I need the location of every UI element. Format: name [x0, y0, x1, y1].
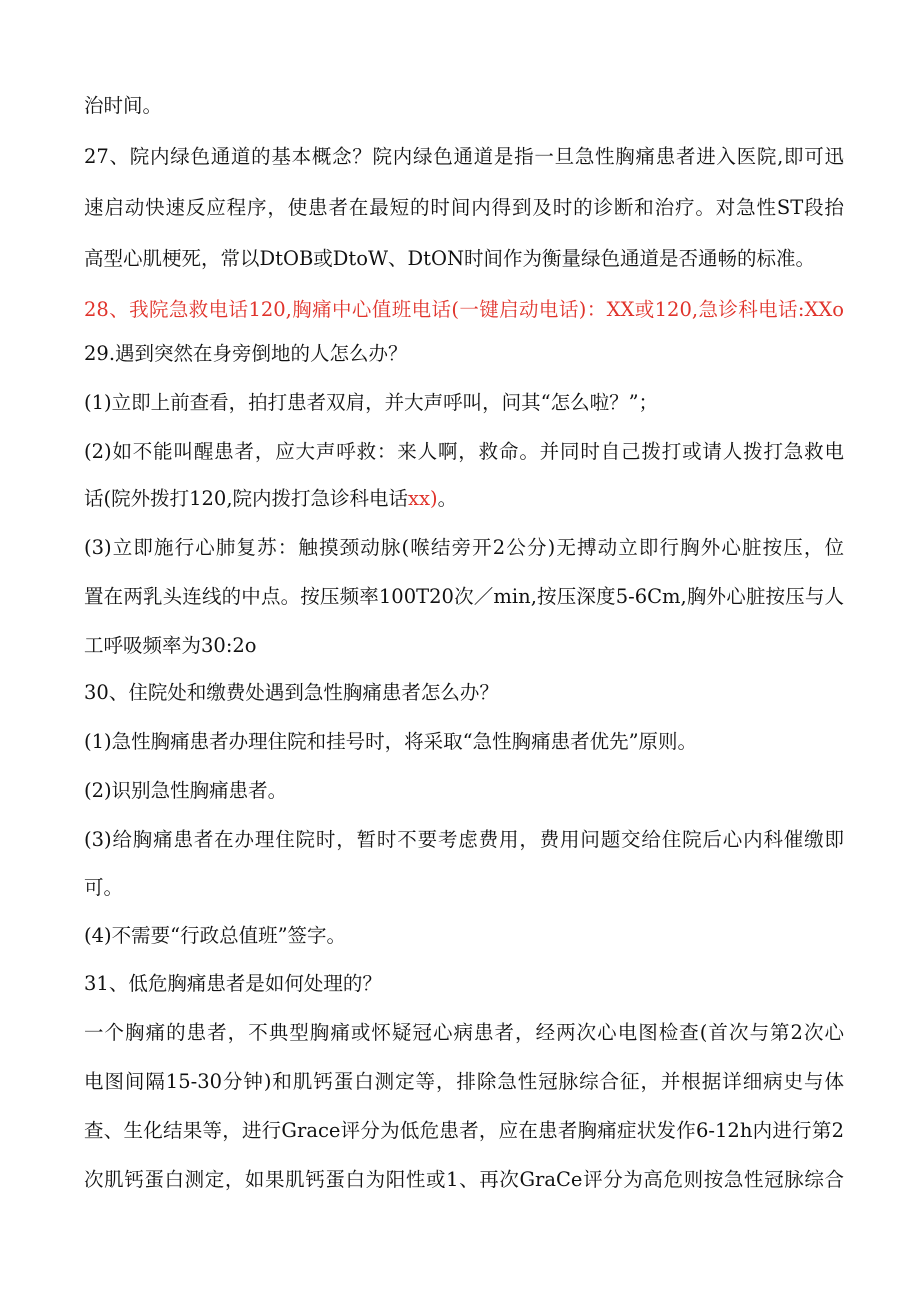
question-27-heading: 27、院内绿色通道的基本概念？院内绿色通道是指一旦急性胸痛患者进入医院,即可迅 [84, 145, 844, 168]
question-30-item-3-line-1: (3)给胸痛患者在办理住院时，暂时不要考虑费用，费用问题交给住院后心内科催缴即 [84, 828, 844, 851]
question-30-item-4: (4)不需要“行政总值班”签字。 [84, 924, 347, 947]
question-29-step-2-line-1: (2)如不能叫醒患者，应大声呼救：来人啊，救命。并同时自己拨打或请人拨打急救电 [84, 440, 844, 463]
question-27-text-line-2: 速启动快速反应程序，使患者在最短的时间内得到及时的诊断和治疗。对急性ST段抬 [84, 196, 844, 219]
question-29-step-3-line-3: 工呼吸频率为30:2o [84, 634, 257, 657]
question-30-item-3-line-2: 可。 [84, 876, 124, 899]
question-31-text-line-4: 次肌钙蛋白测定，如果肌钙蛋白为阳性或1、再次GraCe评分为高危则按急性冠脉综合 [84, 1168, 844, 1191]
step-2-call-text: 话(院外拨打120,院内拨打急诊科电话 [84, 487, 409, 510]
question-30-heading: 30、住院处和缴费处遇到急性胸痛患者怎么办？ [84, 681, 499, 704]
question-27-text-line-3: 高型心肌梗死，常以DtOB或DtoW、DtON时间作为衡量绿色通道是否通畅的标准。 [84, 247, 816, 270]
question-29-step-3-line-1: (3)立即施行心肺复苏：触摸颈动脉(喉结旁开2公分)无搏动立即行胸外心脏按压，位 [84, 536, 844, 559]
question-30-item-1: (1)急性胸痛患者办理住院和挂号时，将采取“急性胸痛患者优先”原则。 [84, 730, 698, 753]
question-28-phone-numbers: 28、我院急救电话120,胸痛中心值班电话(一键启动电话)：XX或120,急诊科电话:XXo [84, 298, 844, 321]
question-29-heading: 29.遇到突然在身旁倒地的人怎么办？ [84, 342, 408, 365]
question-29-step-3-line-2: 置在两乳头连线的中点。按压频率100T20次／min,按压深度5-6Cm,胸外心脏按压与人 [84, 585, 844, 608]
step-2-period: 。 [437, 487, 458, 510]
question-31-heading: 31、低危胸痛患者是如何处理的？ [84, 972, 382, 995]
question-31-text-line-3: 查、生化结果等，进行Grace评分为低危患者，应在患者胸痛症状发作6-12h内进行第2 [84, 1119, 844, 1142]
question-31-text-line-2: 电图间隔15-30分钟)和肌钙蛋白测定等，排除急性冠脉综合征，并根据详细病史与体 [84, 1070, 844, 1093]
question-29-step-2-line-2 [84, 479, 844, 519]
step-2-call-number: xx) [408, 487, 438, 510]
question-31-text-line-1: 一个胸痛的患者，不典型胸痛或怀疑冠心病患者，经两次心电图检查(首次与第2次心 [84, 1021, 844, 1044]
text-line-treatment-time: 治时间。 [84, 94, 163, 117]
question-30-item-2: (2)识别急性胸痛患者。 [84, 779, 288, 802]
question-29-step-1: (1)立即上前查看，拍打患者双肩，并大声呼叫，问其“怎么啦？”； [84, 391, 659, 414]
